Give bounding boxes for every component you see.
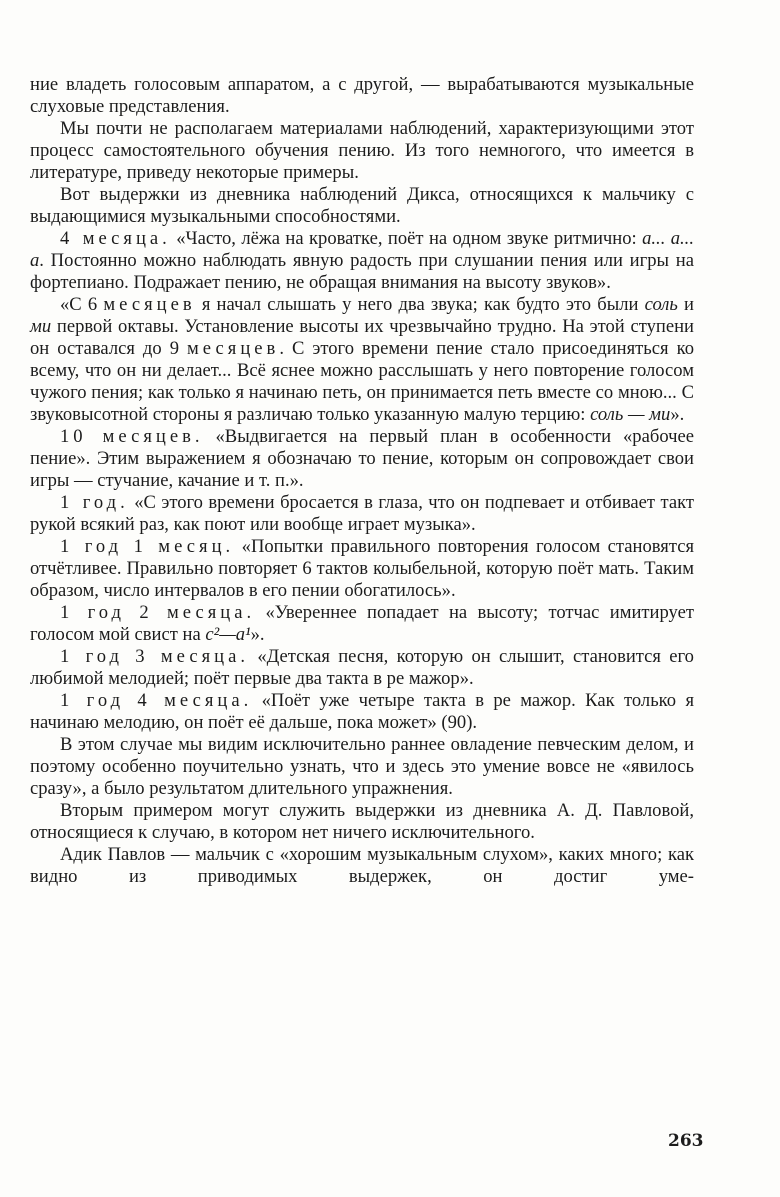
page-number: 263 <box>668 1131 704 1151</box>
text-run: В этом случае мы видим исключительно раннее овладение певческим делом, и поэтому особенно поучительно узнать, что и здесь это умение вовсе не «явилось сразу», а было результатом длительного упражнения. <box>30 734 694 799</box>
paragraph <box>30 844 694 888</box>
spaced-date-label: 1 год 3 месяца. <box>60 646 250 667</box>
paragraph <box>30 118 694 184</box>
paragraph <box>30 228 694 294</box>
italic-text: ми <box>30 316 52 337</box>
spaced-date-label: 1 год 2 месяца. <box>60 602 256 623</box>
spaced-date-label: 1 год 4 месяца. <box>60 690 253 711</box>
paragraph <box>30 426 694 492</box>
spaced-date-label: 10 месяцев. <box>60 426 204 447</box>
spaced-date-label: 1 год 1 месяц. <box>60 536 235 557</box>
text-run: «С 6 <box>60 294 104 315</box>
text-run: Мы почти не располагаем материалами наблюдений, характеризующими этот процесс самостоятельного обучения пению. Из того немногого, что имеется в литературе, приведу некоторые примеры. <box>30 118 694 183</box>
italic-text: c²—a¹ <box>205 624 251 645</box>
italic-text: соль <box>644 294 678 315</box>
paragraph <box>30 536 694 602</box>
text-run: и <box>677 294 694 315</box>
paragraph <box>30 602 694 646</box>
text-run: «С этого времени бросается в глаза, что он подпевает и отбивает такт рукой всякий раз, как поют или вообще играет музыка». <box>30 492 694 535</box>
paragraph <box>30 800 694 844</box>
text-run: «Поёт уже четыре такта в ре мажор. Как только я начинаю мелодию, он поёт её дальше, пока может» (90). <box>30 690 694 733</box>
text-run: «Часто, лёжа на кроватке, поёт на одном звуке ритмично: <box>170 228 643 249</box>
paragraph <box>30 646 694 690</box>
italic-text: а... а... а <box>30 228 694 271</box>
paragraph <box>30 690 694 734</box>
text-run: ». <box>670 404 685 425</box>
page-text <box>30 74 694 888</box>
text-run: ». <box>250 624 265 645</box>
text-run: . С этого времени пение стало присоединяться ко всему, что он ни делает... Всё яснее можно расслышать у него повторение голосом чужого пения; как только я начинаю петь, он принимается петь вместе со мною... С звуковысотной стороны я различаю только указанную малую терцию: <box>30 338 694 425</box>
text-run: Адик Павлов — мальчик с «хорошим музыкальным слухом», каких много; как видно из приводимых выдержек, он достиг уме- <box>30 844 694 887</box>
text-run: Вот выдержки из дневника наблюдений Дикса, относящихся к мальчику с выдающимися музыкальными способностями. <box>30 184 694 227</box>
paragraph <box>30 74 694 118</box>
spaced-date-label: 1 год. <box>60 492 129 513</box>
text-run: Вторым примером могут служить выдержки из дневника А. Д. Павловой, относящиеся к случаю, в котором нет ничего исключительного. <box>30 800 694 843</box>
text-run: я начал слышать у него два звука; как будто это были <box>195 294 645 315</box>
paragraph <box>30 184 694 228</box>
text-run: первой октавы. Установление высоты их чрезвычайно трудно. На этой ступени он оставался до 9 <box>30 316 694 359</box>
paragraph <box>30 294 694 426</box>
spaced-date-label: 4 месяца. <box>60 228 171 249</box>
spaced-date-label: месяцев <box>187 338 280 359</box>
text-run: «Выдвигается на первый план в особенности «рабочее пение». Этим выражением я обозначаю то пение, которым он сопровождает свои игры — стучание, качание и т. п.». <box>30 426 694 491</box>
text-run: . Постоянно можно наблюдать явную радость при слушании пения или игры на фортепиано. Подражает пению, не обращая внимания на высоту звуков». <box>30 250 694 293</box>
paragraph <box>30 734 694 800</box>
spaced-date-label: месяцев <box>103 294 196 315</box>
text-run: «Попытки правильного повторения голосом становятся отчётливее. Правильно повторяет 6 тактов колыбельной, которую поёт мать. Таким образом, число интервалов в его пении обогатилось». <box>30 536 695 601</box>
italic-text: соль — ми <box>590 404 671 425</box>
text-run: ние владеть голосовым аппаратом, а с другой, — вырабатываются музыкальные слуховые представления. <box>30 74 694 117</box>
paragraph <box>30 492 694 536</box>
text-run: «Детская песня, которую он слышит, становится его любимой мелодией; поёт первые два такта в ре мажор». <box>30 646 694 689</box>
text-run: «Увереннее попадает на высоту; тотчас имитирует голосом мой свист на <box>30 602 694 645</box>
